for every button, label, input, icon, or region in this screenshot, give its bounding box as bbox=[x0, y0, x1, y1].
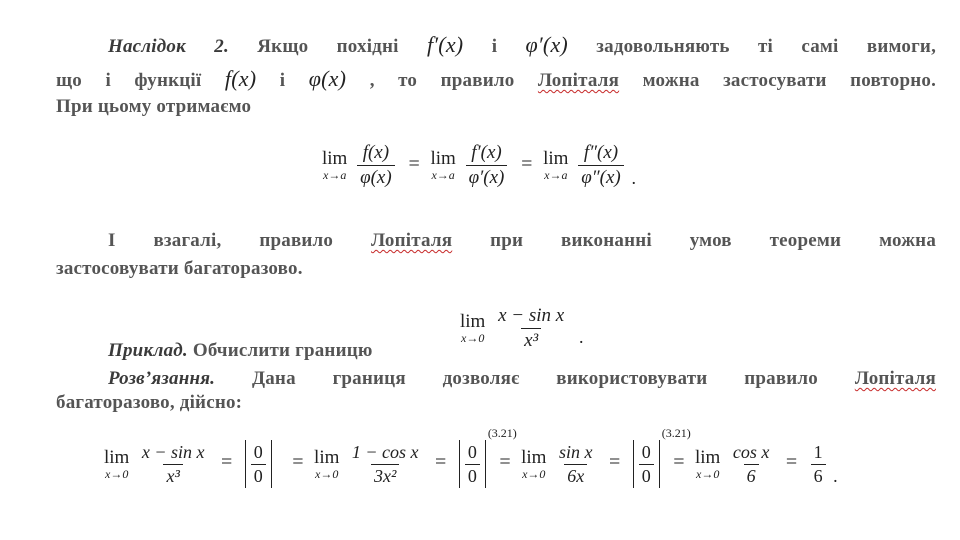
f-prime-formula: f′(x) bbox=[426, 32, 464, 57]
limit-operator: lim x→0 bbox=[460, 311, 486, 345]
limit-operator-1: lim x→0 bbox=[104, 446, 130, 481]
fraction-x-minus-sin-x-over-x-cubed: $\frac{\text{x − sin x}}{\text{x³}}$ bbox=[141, 441, 205, 486]
phi-prime-formula: φ′(x) bbox=[525, 32, 568, 57]
equals-sign: = bbox=[673, 451, 685, 474]
solution-text: Дана границя дозволяє використовувати правило bbox=[251, 368, 818, 389]
limit-operator-2: lim x→a bbox=[430, 148, 456, 182]
corollary-line-3: При цьому отримаємо bbox=[56, 96, 252, 117]
formula-period: . bbox=[631, 167, 636, 188]
solution-line-1 bbox=[108, 368, 936, 390]
lopital-name: Лопіталя bbox=[371, 230, 453, 251]
limit-operator-1: lim x→a bbox=[322, 148, 348, 182]
example-label: Приклад. bbox=[108, 340, 188, 361]
fraction-f-prime-over-phi-prime: $\frac{f'(x)}{\varphi'(x)}$ bbox=[466, 142, 508, 189]
example-line bbox=[108, 340, 373, 362]
conj-and-1: і bbox=[491, 36, 498, 57]
corollary-title: Наслідок 2. bbox=[108, 36, 229, 57]
equals-sign: = bbox=[220, 451, 233, 474]
indeterminate-form-bracket-1: $\frac{0}{0}$ bbox=[245, 440, 272, 488]
fraction-cos-x-over-6: $\frac{\text{cos x}}{6}$ bbox=[732, 441, 770, 486]
indeterminate-form-bracket-3: $\frac{0}{0}$ bbox=[633, 440, 660, 488]
corollary-line-1 bbox=[108, 32, 936, 58]
equals-sign: = bbox=[608, 451, 621, 474]
solution-line-2: багаторазово, дійсно: bbox=[56, 392, 243, 413]
equals-sign: = bbox=[785, 451, 798, 474]
fraction-1-minus-cos-x-over-3x-squared: $\frac{\text{1 − cos x}}{\text{3x²}}$ bbox=[351, 441, 419, 486]
lopital-name: Лопіталя bbox=[854, 368, 936, 389]
formula-period: . bbox=[578, 326, 584, 347]
general-line-2: застосовувати багаторазово. bbox=[56, 258, 303, 279]
equals-sign: = bbox=[292, 451, 304, 474]
fraction-x-minus-sin-x-over-x-cubed: $\frac{\text{x − sin x}}{\text{x³}}$ bbox=[498, 305, 565, 351]
fraction-sin-x-over-6x: $\frac{\text{sin x}}{6x}$ bbox=[558, 441, 593, 486]
equals-sign: = bbox=[499, 451, 511, 474]
limit-operator-2: lim x→0 bbox=[314, 446, 340, 481]
example-text: Обчислити границю bbox=[192, 340, 373, 361]
limit-operator-4: lim x→0 bbox=[695, 446, 721, 481]
equals-sign: = bbox=[435, 451, 447, 474]
fraction-one-sixth: $\frac{1}{6}$ bbox=[811, 442, 826, 487]
solution-formula-chain bbox=[104, 426, 838, 488]
phi-formula: φ(x) bbox=[308, 66, 347, 91]
f-formula: f(x) bbox=[224, 66, 257, 91]
limit-operator-3: lim x→a bbox=[543, 148, 569, 182]
corollary-text-3: що і функції bbox=[56, 70, 202, 91]
formula-repeated-lopital bbox=[322, 142, 636, 189]
corollary-text-1: Якщо похідні bbox=[257, 36, 399, 57]
equals-sign: = bbox=[408, 152, 420, 175]
general-text-1: І взагалі, правило bbox=[108, 230, 334, 251]
corollary-text-5: можна застосувати повторно. bbox=[642, 70, 937, 91]
equals-sign: = bbox=[521, 152, 533, 175]
corollary-text-2: задовольняють ті самі вимоги, bbox=[596, 36, 937, 57]
fraction-f-over-phi: $\frac{f(x)}{\varphi(x)}$ bbox=[357, 142, 395, 189]
general-text-2: при виконанні умов теореми можна bbox=[490, 230, 937, 251]
example-limit-formula bbox=[460, 305, 583, 352]
fraction-f-double-prime-over-phi-double-prime: $\frac{f''(x)}{\varphi''(x)}$ bbox=[578, 142, 624, 189]
equation-reference-2: (3.21) bbox=[661, 426, 691, 440]
general-line-1 bbox=[108, 230, 936, 252]
lopital-name: Лопіталя bbox=[537, 70, 620, 91]
corollary-line-2 bbox=[56, 66, 936, 92]
indeterminate-form-bracket-2: $\frac{0}{0}$ bbox=[459, 440, 486, 488]
limit-operator-3: lim x→0 bbox=[521, 446, 547, 481]
corollary-text-4: , то правило bbox=[369, 70, 515, 91]
solution-label: Розв’язання. bbox=[108, 368, 216, 389]
conj-and-2: і bbox=[279, 70, 286, 91]
equation-reference-1: (3.21) bbox=[487, 426, 517, 440]
formula-period: . bbox=[833, 466, 838, 487]
